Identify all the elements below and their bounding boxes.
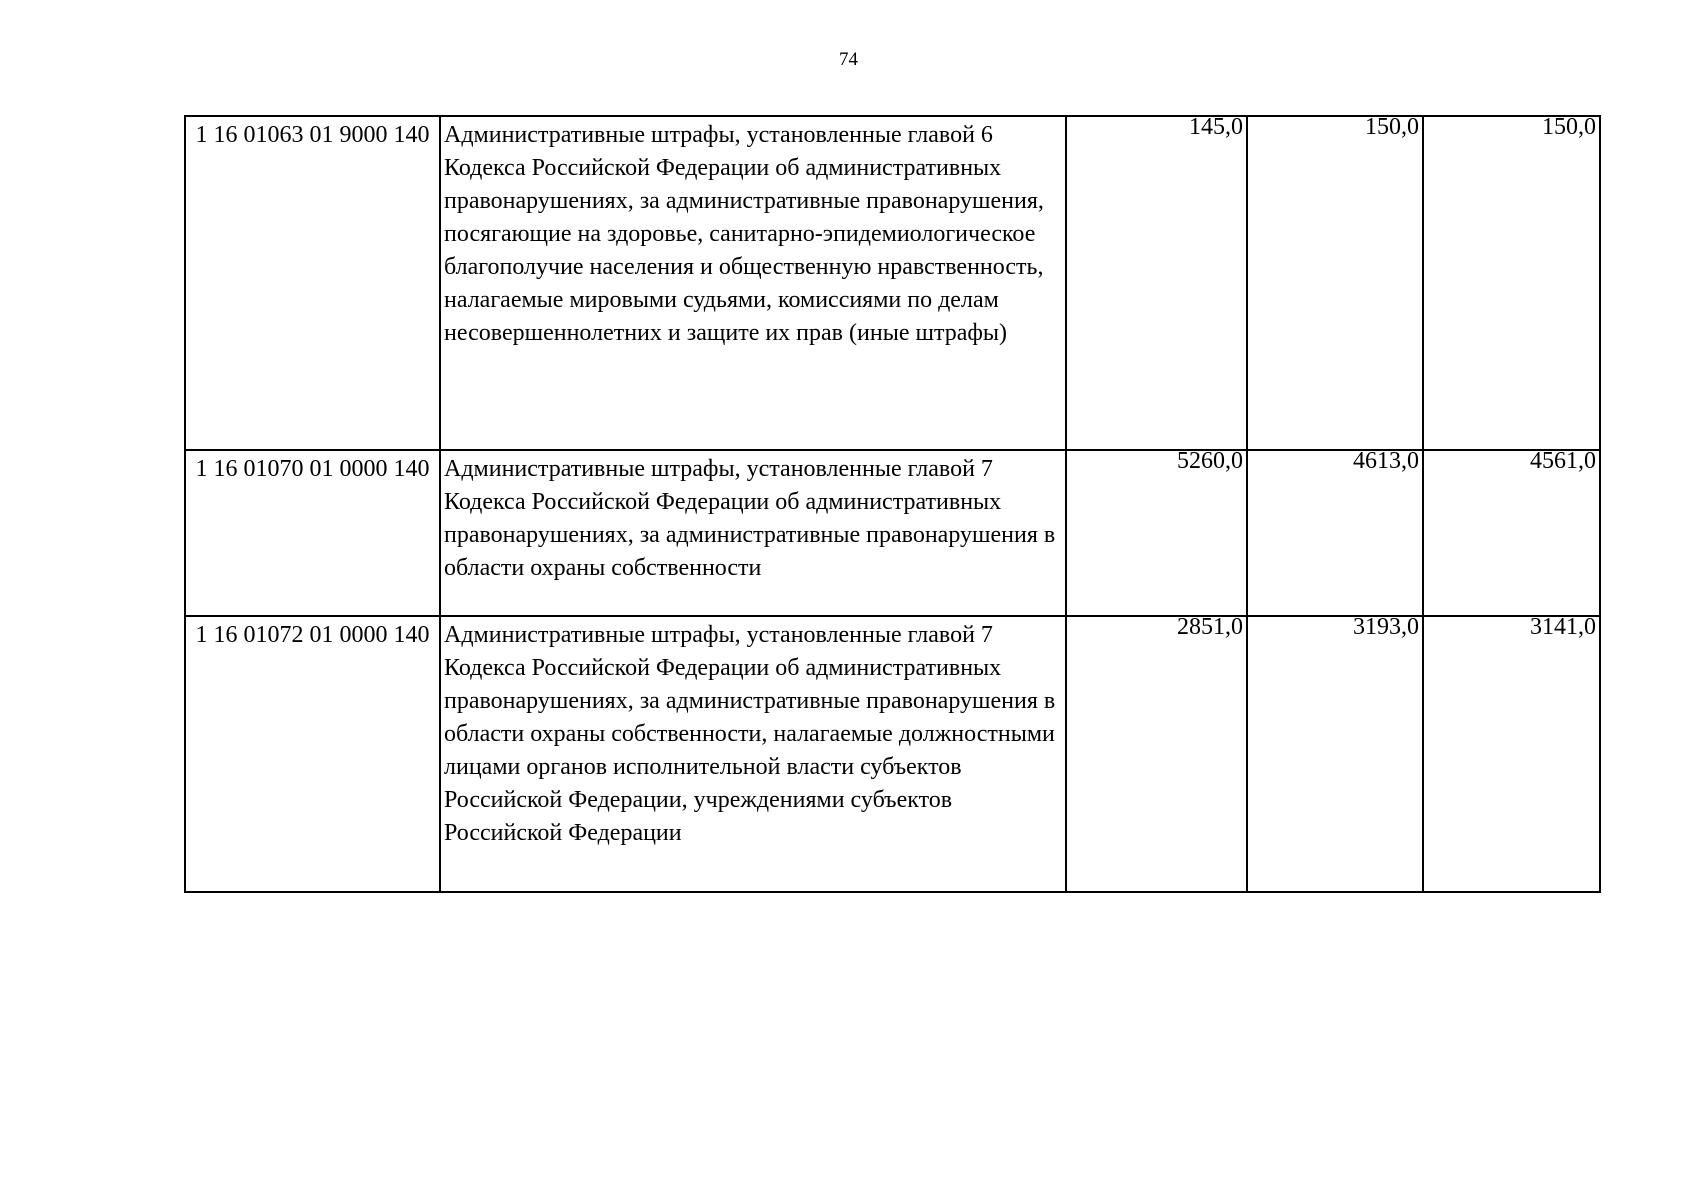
amount-value: 5260,0 — [1177, 450, 1243, 474]
amount-value: 150,0 — [1365, 116, 1419, 140]
revenue-description: Административные штрафы, установленные главой 7 Кодекса Российской Федерации об административных правонарушениях, за административные правонарушения в области охраны собственности — [440, 450, 1066, 616]
amount-value: 2851,0 — [1177, 616, 1243, 640]
budget-classification-code: 1 16 01070 01 0000 140 — [185, 450, 440, 616]
amount-value: 4613,0 — [1353, 450, 1419, 474]
amount-year-3 — [1423, 450, 1600, 616]
budget-classification-code: 1 16 01072 01 0000 140 — [185, 616, 440, 892]
amount-value: 4561,0 — [1530, 450, 1596, 474]
amount-year-1 — [1066, 450, 1247, 616]
revenue-description: Административные штрафы, установленные главой 6 Кодекса Российской Федерации об административных правонарушениях, за административные правонарушения, посягающие на здоровье, санитарно-эпидемиологическое благополучие населения и общественную нравственность, налагаемые мировыми судьями, комиссиями по делам несовершеннолетних и защите их прав (иные штрафы) — [440, 116, 1066, 450]
table-row — [185, 450, 1600, 616]
amount-year-1 — [1066, 616, 1247, 892]
table-row — [185, 616, 1600, 892]
amount-year-3 — [1423, 616, 1600, 892]
amount-value: 145,0 — [1189, 116, 1243, 140]
amount-year-3 — [1423, 116, 1600, 450]
amount-year-2 — [1247, 450, 1423, 616]
amount-value: 3141,0 — [1530, 616, 1596, 640]
amount-value: 150,0 — [1542, 116, 1596, 140]
budget-revenue-table — [184, 115, 1601, 893]
table-row — [185, 116, 1600, 450]
page-number: 74 — [839, 49, 858, 70]
amount-year-2 — [1247, 116, 1423, 450]
amount-year-1 — [1066, 116, 1247, 450]
amount-value: 3193,0 — [1353, 616, 1419, 640]
amount-year-2 — [1247, 616, 1423, 892]
budget-classification-code: 1 16 01063 01 9000 140 — [185, 116, 440, 450]
revenue-description: Административные штрафы, установленные главой 7 Кодекса Российской Федерации об административных правонарушениях, за административные правонарушения в области охраны собственности, налагаемые должностными лицами органов исполнительной власти субъектов Российской Федерации, учреждениями субъектов Российской Федерации — [440, 616, 1066, 892]
